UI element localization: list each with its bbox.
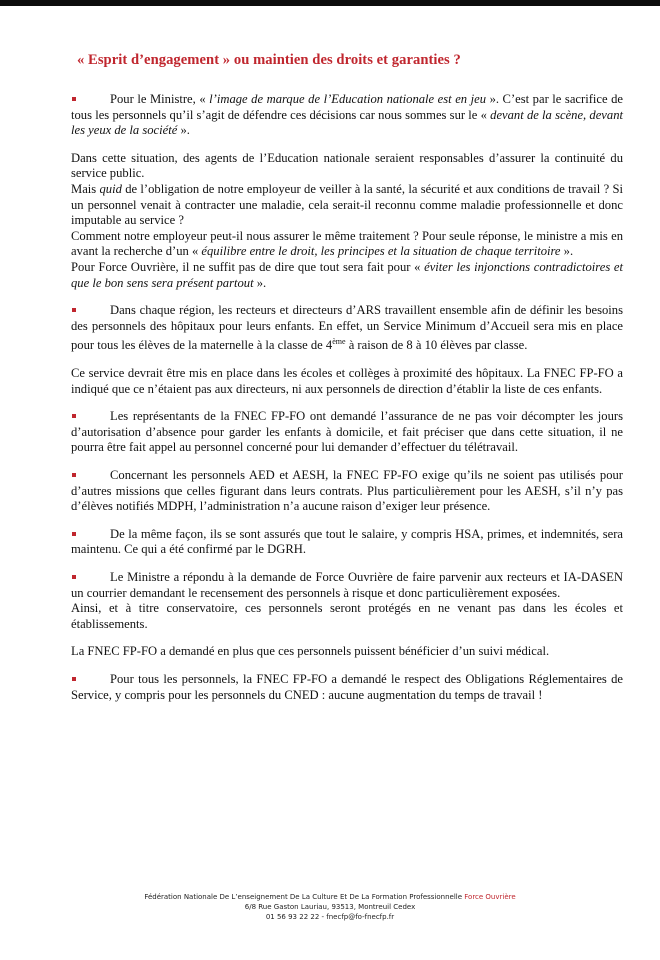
document-body	[71, 40, 623, 715]
bullet-icon	[72, 414, 76, 418]
footer-address: 6/8 Rue Gaston Lauriau, 93513, Montreuil Cedex	[244, 903, 416, 911]
paragraph-obligations: Pour tous les personnels, la FNEC FP-FO a demandé le respect des Obligations Réglementaires de Service, y compris pour les personnels du CNED : aucune augmentation du temps de travail !	[71, 672, 623, 702]
bullet-icon	[72, 677, 76, 681]
paragraph-situation: Dans cette situation, des agents de l’Education nationale seraient responsables d’assurer la continuité du service public. Mais quid de l’obligation de notre employeur de veiller à la santé, la sécurité et aux conditions de travail ? Si un personnel venait à contracter une maladie, cela serait-il reconnu comme maladie professionnelle et donc imputable au service ? Comment notre employeur peut-il nous assurer le même traitement ? Pour seule réponse, le ministre a mis en avant la recherche d’un « équilibre entre le droit, les principes et la situation de chaque territoire ». Pour Force Ouvrière, il ne suffit pas de dire que tout sera fait pour « éviter les injonctions contradictoires et que le bon sens sera présent partout ».	[71, 150, 623, 290]
bullet-icon	[72, 575, 76, 579]
paragraph-ministre: Pour le Ministre, « l’image de marque de l’Education nationale est en jeu ». C’est par le sacrifice de tous les personnels qu’il s’agit de défendre ces décisions car nous sommes sur le « devant de la scène, devant les yeux de la société ».	[71, 92, 623, 138]
bullet-icon	[72, 473, 76, 477]
footer-contact: 01 56 93 22 22 - fnecfp@fo-fnecfp.fr	[265, 913, 395, 921]
paragraph-suivi-medical: La FNEC FP-FO a demandé en plus que ces personnels puissent bénéficier d’un suivi médical.	[71, 644, 550, 659]
paragraph-ministre-repondu: Le Ministre a répondu à la demande de Force Ouvrière de faire parvenir aux recteurs et IA-DASEN un courrier demandant le recensement des personnels à risque et donc particulièrement exposées. Ainsi, et à titre conservatoire, ces personnels seront protégés en ne venant pas dans les écoles et établissements.	[71, 570, 623, 631]
footer-organization: Fédération Nationale De L’enseignement De La Culture Et De La Formation Professionnelle Force Ouvrière	[144, 893, 516, 901]
paragraph-region: Dans chaque région, les recteurs et directeurs d’ARS travaillent ensemble afin de définir les besoins des personnels des hôpitaux pour leurs enfants. En effet, un Service Minimum d’Accueil sera mis en place pour tous les élèves de la maternelle à la classe de 4ème à raison de 8 à 10 élèves par classe.	[71, 303, 623, 353]
paragraph-representants: Les représentants de la FNEC FP-FO ont demandé l’assurance de ne pas voir décompter les jours d’autorisation d’absence pour garder les enfants à domicile, et fait préciser que dans cette situation, il ne pourra être fait appel au personnel concerné pour lui demander d’effectuer du télétravail.	[71, 409, 623, 455]
paragraph-service: Ce service devrait être mis en place dans les écoles et collèges à proximité des hôpitaux. La FNEC FP-FO a indiqué que ce n’étaient pas aux directeurs, ni aux personnels de direction d’établir la liste de ces enfants.	[71, 366, 623, 396]
page-footer	[0, 892, 660, 922]
paragraph-salaire: De la même façon, ils se sont assurés que tout le salaire, y compris HSA, primes, et indemnités, sera maintenu. Ce qui a été confirmé par le DGRH.	[71, 526, 623, 557]
bullet-icon	[72, 308, 76, 312]
top-dark-band	[0, 0, 660, 6]
page-title: « Esprit d’engagement » ou maintien des droits et garanties ?	[77, 52, 461, 68]
paragraph-aed-aesh: Concernant les personnels AED et AESH, la FNEC FP-FO exige qu’ils ne soient pas utilisés pour d’autres missions que celles figurant dans leurs contrats. Plus particulièrement pour les AESH, s’il n’y pas d’élèves notifiés MDPH, l’administration n’a aucune raison d’exiger leur présence.	[71, 468, 623, 514]
bullet-icon	[72, 532, 76, 536]
bullet-icon	[72, 97, 76, 101]
